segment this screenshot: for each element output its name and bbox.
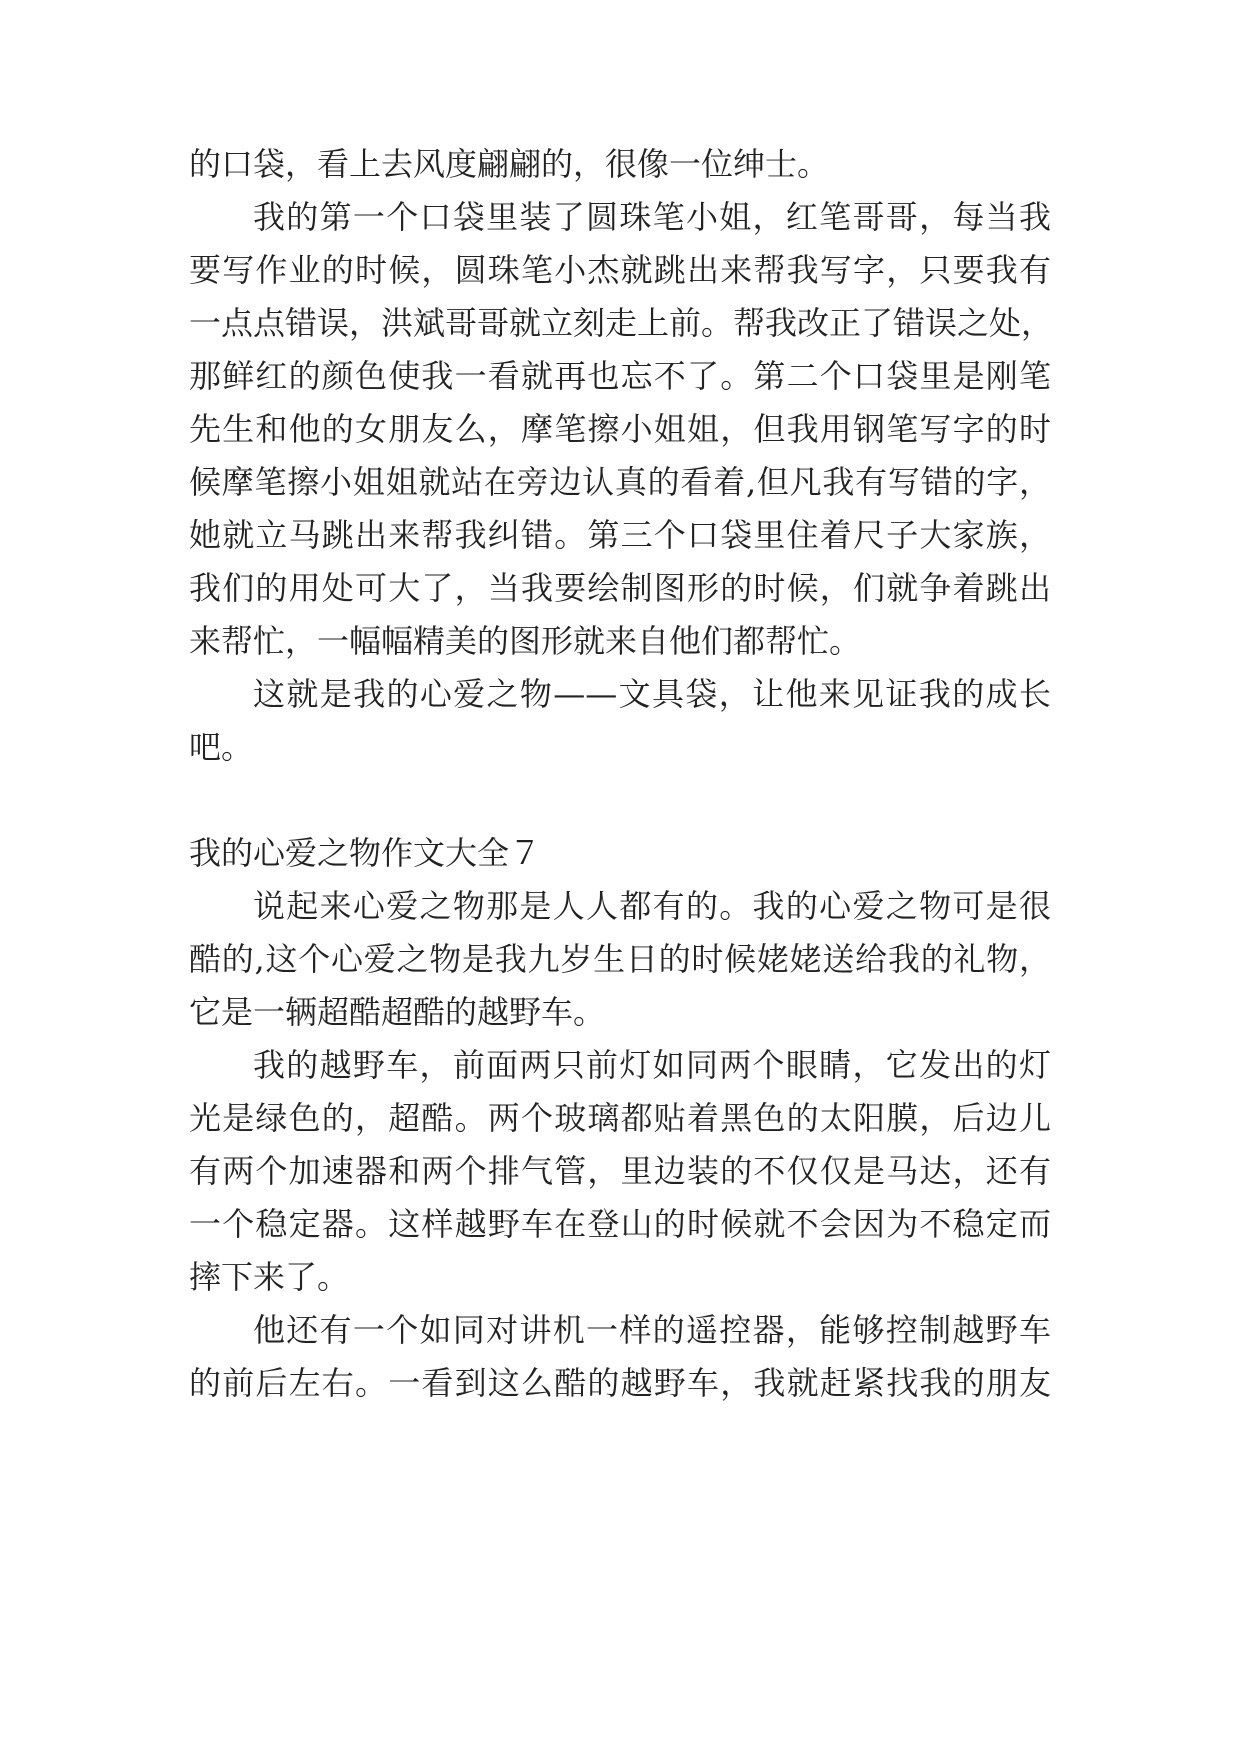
paragraph-line: 这就是我的心爱之物——文具袋，让他来见证我的成长 [253,675,1051,713]
paragraph-line: 我们的用处可大了，当我要绘制图形的时候，们就争着跳出 [189,569,1051,607]
paragraph-line: 他还有一个如同对讲机一样的遥控器，能够控制越野车 [253,1311,1051,1349]
paragraph-line: 酷的,这个心爱之物是我九岁生日的时候姥姥送给我的礼物， [189,940,1051,978]
paragraph-line: 候摩笔擦小姐姐就站在旁边认真的看着,但凡我有写错的字， [189,463,1051,501]
paragraph-line: 有两个加速器和两个排气管，里边装的不仅仅是马达，还有 [189,1152,1051,1190]
paragraph-line: 我的第一个口袋里装了圆珠笔小姐，红笔哥哥，每当我 [253,198,1051,236]
paragraph-line: 来帮忙，一幅幅精美的图形就来自他们都帮忙。 [189,622,862,660]
paragraph-line: 的前后左右。一看到这么酷的越野车，我就赶紧找我的朋友 [189,1364,1051,1402]
paragraph-line: 吧。 [189,728,254,766]
paragraph-line: 她就立马跳出来帮我纠错。第三个口袋里住着尺子大家族， [189,516,1051,554]
paragraph-line: 一个稳定器。这样越野车在登山的时候就不会因为不稳定而 [189,1205,1051,1243]
paragraph-line: 它是一辆超酷超酷的越野车。 [189,993,606,1031]
paragraph-line: 我的越野车，前面两只前灯如同两个眼睛，它发出的灯 [253,1046,1051,1084]
paragraph-line: 先生和他的女朋友么，摩笔擦小姐姐，但我用钢笔写字的时 [189,410,1051,448]
paragraph-line: 那鲜红的颜色使我一看就再也忘不了。第二个口袋里是刚笔 [189,357,1051,395]
section-heading: 我的心爱之物作文大全７ [189,834,542,872]
paragraph-line: 要写作业的时候，圆珠笔小杰就跳出来帮我写字，只要我有 [189,251,1051,289]
paragraph-line: 一点点错误，洪斌哥哥就立刻走上前。帮我改正了错误之处， [189,304,1054,342]
paragraph-line: 的口袋，看上去风度翩翩的，很像一位绅士。 [189,145,830,183]
paragraph-line: 摔下来了。 [189,1258,350,1296]
paragraph-line: 说起来心爱之物那是人人都有的。我的心爱之物可是很 [253,887,1051,925]
paragraph-line: 光是绿色的，超酷。两个玻璃都贴着黑色的太阳膜，后边儿 [189,1099,1051,1137]
